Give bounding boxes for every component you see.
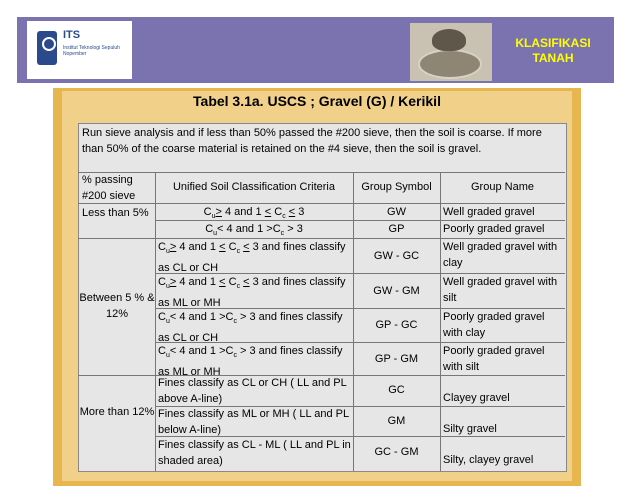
- name-cell: Well graded gravel with silt: [443, 276, 558, 304]
- gravel-pile: [432, 29, 466, 51]
- criteria-cell: $C_u> 4$ and $1 < C_c < 3$ and fines classify as ML or MH: [158, 276, 346, 310]
- slide-title: KLASIFIKASI TANAH: [515, 36, 591, 65]
- criteria-cell: Fines classify as CL or CH ( LL and PL above A-line): [158, 377, 347, 405]
- gravel-photo: [410, 23, 492, 81]
- header-symbol: Group Symbol: [361, 181, 432, 193]
- its-emblem-icon: [37, 31, 57, 65]
- group-label: Less than 5%: [82, 207, 149, 219]
- symbol-cell: GW: [387, 206, 406, 218]
- logo-name: ITS: [63, 29, 81, 41]
- criteria-cell: Fines classify as ML or MH ( LL and PL below A-line): [158, 408, 349, 436]
- criteria-cell: $C_u< 4$ and $1 >C_c > 3$ and fines classify as ML or MH: [158, 345, 343, 379]
- symbol-cell: GP - GM: [374, 353, 419, 365]
- column-line: [440, 172, 441, 471]
- name-cell: Clayey gravel: [443, 392, 510, 404]
- group-label: Between 5 % & 12%: [79, 292, 155, 320]
- symbol-cell: GC - GM: [374, 446, 419, 458]
- name-cell: Silty, clayey gravel: [443, 454, 534, 466]
- table-intro: Run sieve analysis and if less than 50% passed the #200 sieve, then the soil is coarse. If more than 50% of the coarse material is retained on the #4 sieve, then the soil is gravel.: [82, 127, 542, 155]
- criteria-cell: $C_u> 4$ and $1 < C_c < 3$: [203, 206, 305, 221]
- criteria-cell: Fines classify as CL - ML ( LL and PL in shaded area): [158, 439, 351, 467]
- group-label: More than 12%: [79, 406, 155, 418]
- name-cell: Poorly graded gravel: [443, 223, 545, 235]
- name-cell: Well graded gravel with clay: [443, 241, 558, 269]
- criteria-cell: $C_u> 4$ and $1 < C_c < 3$ and fines classify as CL or CH: [158, 241, 346, 275]
- criteria-cell: $C_u< 4$ and $1 >C_c > 3$: [205, 223, 303, 238]
- symbol-cell: GP - GC: [375, 319, 418, 331]
- sieve-tray: [418, 49, 482, 79]
- symbol-cell: GW - GC: [373, 250, 420, 262]
- its-logo: [27, 21, 132, 79]
- name-cell: Silty gravel: [443, 423, 497, 435]
- symbol-cell: GC: [388, 384, 405, 396]
- logo-subtitle: Institut Teknologi Sepuluh Nopember: [63, 45, 120, 57]
- header-criteria: Unified Soil Classification Criteria: [172, 181, 335, 193]
- symbol-cell: GP: [388, 223, 405, 235]
- name-cell: Poorly graded gravel with silt: [443, 345, 545, 373]
- symbol-cell: GM: [387, 415, 406, 427]
- header-passing: % passing #200 sieve: [82, 174, 136, 202]
- table-title: Tabel 3.1a. USCS ; Gravel (G) / Kerikil: [193, 93, 441, 109]
- criteria-cell: $C_u< 4$ and $1 >C_c > 3$ and fines classify as CL or CH: [158, 311, 343, 345]
- header-name: Group Name: [471, 181, 534, 193]
- name-cell: Poorly graded gravel with clay: [443, 311, 545, 339]
- name-cell: Well graded gravel: [443, 206, 535, 218]
- symbol-cell: GW - GM: [373, 285, 420, 297]
